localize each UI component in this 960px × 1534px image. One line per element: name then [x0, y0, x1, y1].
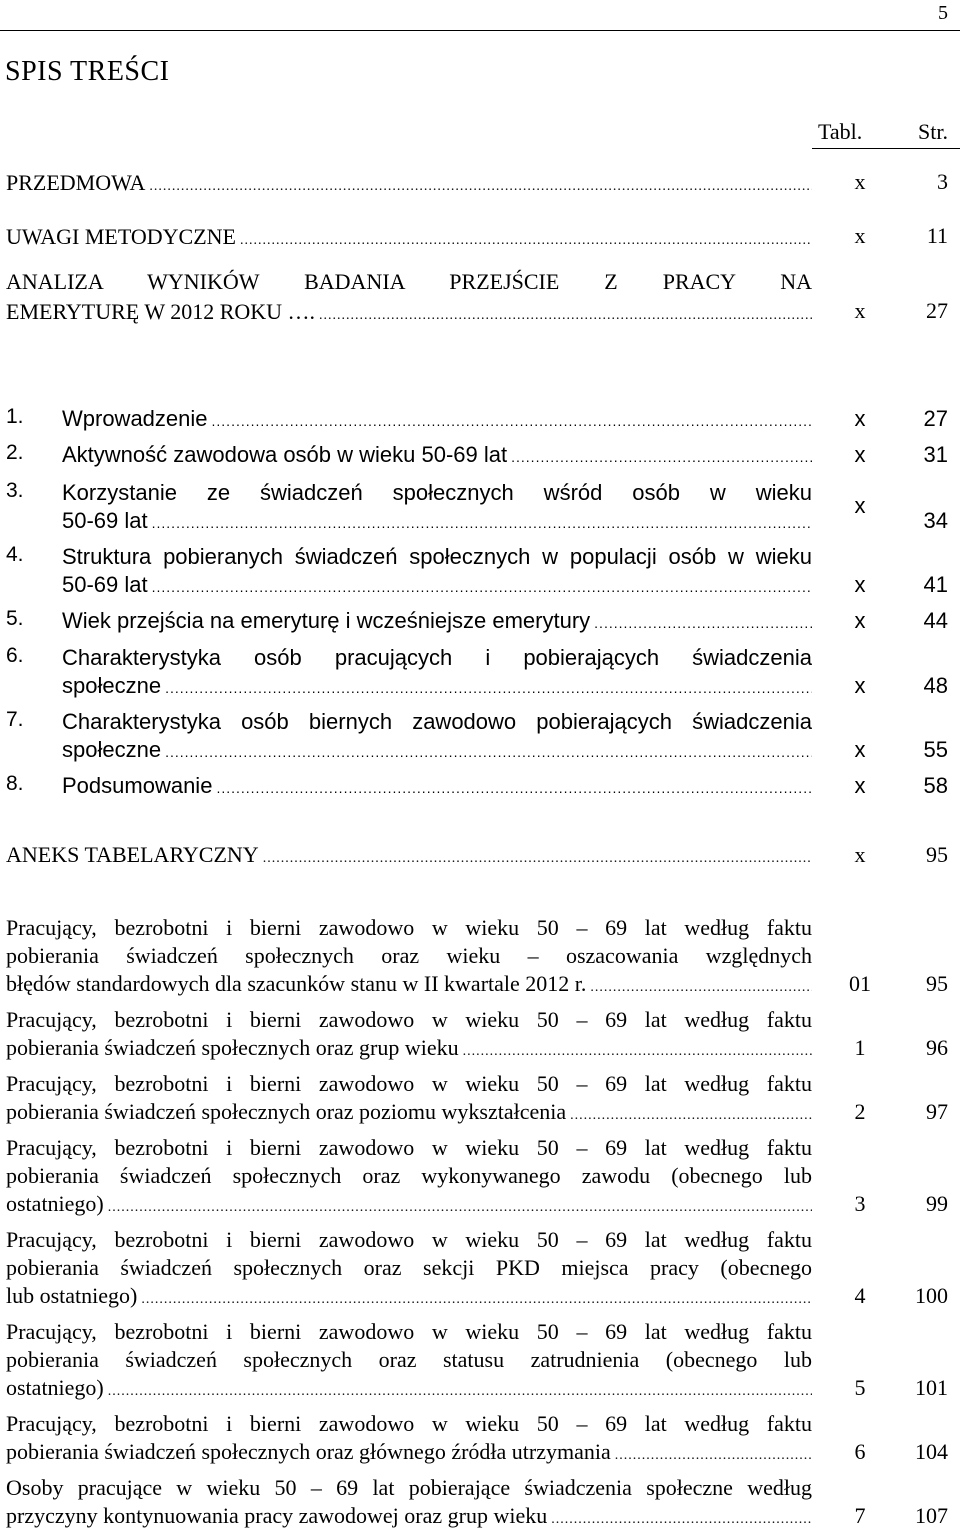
page-value: 104 — [915, 1439, 948, 1464]
tabl-value: x — [854, 842, 866, 867]
tabl-value: x — [854, 608, 866, 633]
tabl-value: x — [854, 223, 866, 248]
entry-text: Podsumowanie — [62, 773, 213, 798]
entry-line — [6, 1438, 812, 1466]
page-value: 101 — [915, 1375, 948, 1400]
toc-front-entry — [6, 168, 812, 198]
chapter-number: 6. — [6, 644, 24, 667]
chapter-number: 5. — [6, 607, 24, 630]
dot-leader — [108, 1194, 812, 1222]
toc-chapter-entry — [62, 607, 812, 635]
tabl-value: 6 — [854, 1439, 866, 1464]
header-rule — [0, 30, 960, 31]
column-header-tabl: Tabl. — [818, 119, 863, 144]
entry-text: lub ostatniego) — [6, 1283, 138, 1308]
entry-text: przyczyny kontynuowania pracy zawodowej oraz grup wieku — [6, 1503, 548, 1528]
dot-leader — [240, 226, 812, 256]
dot-leader — [594, 609, 812, 637]
entry-text: Wprowadzenie — [62, 406, 208, 431]
page-value: 31 — [923, 442, 948, 467]
toc-annex-entry — [6, 1318, 812, 1402]
dot-leader — [511, 443, 812, 471]
entry-line — [6, 1282, 812, 1310]
tabl-value: x — [854, 406, 866, 431]
entry-line — [62, 607, 812, 635]
entry-line — [6, 222, 812, 252]
entry-line: pobierania świadczeń społecznych oraz wykonywanego zawodu (obecnego lub — [6, 1163, 812, 1188]
entry-line — [62, 571, 812, 599]
entry-line: Pracujący, bezrobotni i bierni zawodowo w wieku 50 – 69 lat według faktu — [6, 1071, 812, 1096]
entry-line: Pracujący, bezrobotni i bierni zawodowo w wieku 50 – 69 lat według faktu — [6, 1135, 812, 1160]
dot-leader — [108, 1378, 812, 1406]
tabl-value: 01 — [849, 971, 871, 996]
entry-line — [6, 970, 812, 998]
entry-line: Pracujący, bezrobotni i bierni zawodowo w wieku 50 – 69 lat według faktu — [6, 1319, 812, 1344]
entry-text: PRZEDMOWA — [6, 170, 146, 195]
dot-leader — [165, 738, 812, 766]
entry-text: Wiek przejścia na emeryturę i wcześniejsze emerytury — [62, 608, 591, 633]
entry-text: UWAGI METODYCZNE — [6, 224, 236, 249]
entry-line — [6, 1190, 812, 1218]
page-value: 95 — [926, 971, 948, 996]
page-number: 5 — [938, 2, 948, 24]
entry-line: Pracujący, bezrobotni i bierni zawodowo w wieku 50 – 69 lat według faktu — [6, 915, 812, 940]
dot-leader — [590, 974, 812, 1002]
toc-annex-heading — [6, 841, 812, 869]
toc-annex-entry — [6, 1134, 812, 1218]
tabl-value: x — [854, 442, 866, 467]
tabl-value: 7 — [854, 1503, 866, 1528]
tabl-value: 5 — [854, 1375, 866, 1400]
page-value: 44 — [923, 608, 948, 633]
dot-leader — [165, 674, 812, 702]
dot-leader — [551, 1506, 812, 1534]
page-value: 100 — [915, 1283, 948, 1308]
tabl-value: 2 — [854, 1099, 866, 1124]
page-value: 11 — [926, 223, 948, 248]
entry-text: EMERYTURĘ W 2012 ROKU …. — [6, 299, 316, 324]
toc-chapter-entry — [62, 644, 812, 700]
dot-leader — [216, 774, 812, 802]
tabl-value: x — [854, 169, 866, 194]
entry-line — [6, 168, 812, 198]
toc-chapter-entry — [62, 772, 812, 800]
column-header-rule — [812, 148, 960, 149]
tabl-value: x — [854, 493, 866, 518]
page-value: 41 — [923, 572, 948, 597]
page-value: 27 — [926, 298, 948, 323]
chapter-number: 8. — [6, 772, 24, 795]
toc-chapter-entry — [62, 479, 812, 535]
entry-text: ANEKS TABELARYCZNY — [6, 842, 259, 867]
entry-line — [6, 1098, 812, 1126]
entry-line: ANALIZA WYNIKÓW BADANIA PRZEJŚCIE Z PRACY NA — [6, 269, 812, 294]
entry-line — [6, 1034, 812, 1062]
entry-line: Korzystanie ze świadczeń społecznych wśród osób w wieku — [62, 480, 812, 505]
dot-leader — [263, 845, 812, 873]
tabl-value: 3 — [854, 1191, 866, 1216]
entry-line — [6, 841, 812, 869]
page-value: 48 — [923, 673, 948, 698]
entry-line: pobierania świadczeń społecznych oraz statusu zatrudnienia (obecnego lub — [6, 1347, 812, 1372]
toc-annex-entry — [6, 1070, 812, 1126]
dot-leader — [615, 1442, 812, 1470]
dot-leader — [141, 1286, 812, 1314]
page-value: 55 — [923, 737, 948, 762]
entry-text: pobierania świadczeń społecznych oraz głównego źródła utrzymania — [6, 1439, 611, 1464]
page-value: 27 — [923, 406, 948, 431]
entry-line: Struktura pobieranych świadczeń społecznych w populacji osób w wieku — [62, 544, 812, 569]
entry-line — [62, 772, 812, 800]
entry-line: Pracujący, bezrobotni i bierni zawodowo w wieku 50 – 69 lat według faktu — [6, 1227, 812, 1252]
toc-chapter-entry — [62, 405, 812, 433]
dot-leader — [212, 407, 812, 435]
entry-line: Osoby pracujące w wieku 50 – 69 lat pobierające świadczenia społeczne według — [6, 1475, 812, 1500]
entry-text: społeczne — [62, 673, 162, 698]
chapter-number: 3. — [6, 479, 24, 502]
entry-line — [6, 1502, 812, 1530]
toc-front-entry — [6, 222, 812, 252]
toc-chapter-entry — [62, 708, 812, 764]
toc-annex-entry — [6, 1006, 812, 1062]
entry-text: ostatniego) — [6, 1191, 104, 1216]
tabl-value: x — [854, 737, 866, 762]
column-header-str: Str. — [918, 119, 948, 144]
entry-line — [62, 736, 812, 764]
entry-text: ostatniego) — [6, 1375, 104, 1400]
page-title: SPIS TREŚCI — [5, 56, 170, 87]
entry-line — [62, 405, 812, 433]
tabl-value: x — [854, 572, 866, 597]
page-value: 99 — [926, 1191, 948, 1216]
page-value: 34 — [923, 508, 948, 533]
toc-annex-entry — [6, 1226, 812, 1310]
page-value: 58 — [923, 773, 948, 798]
toc-annex-entry — [6, 1474, 812, 1530]
entry-line: pobierania świadczeń społecznych oraz sekcji PKD miejsca pracy (obecnego — [6, 1255, 812, 1280]
toc-front-entry — [6, 267, 812, 327]
tabl-value: 4 — [854, 1283, 866, 1308]
page-value: 97 — [926, 1099, 948, 1124]
entry-line: Charakterystyka osób pracujących i pobierających świadczenia — [62, 645, 812, 670]
entry-line — [6, 1374, 812, 1402]
entry-line: Pracujący, bezrobotni i bierni zawodowo w wieku 50 – 69 lat według faktu — [6, 1411, 812, 1436]
entry-text: Aktywność zawodowa osób w wieku 50-69 lat — [62, 442, 508, 467]
entry-line — [62, 672, 812, 700]
dot-leader — [319, 301, 812, 331]
toc-annex-entry — [6, 1410, 812, 1466]
tabl-value: x — [854, 773, 866, 798]
chapter-number: 2. — [6, 441, 24, 464]
page-value: 3 — [937, 169, 948, 194]
dot-leader — [152, 509, 812, 537]
chapter-number: 4. — [6, 543, 24, 566]
entry-text: 50-69 lat — [62, 572, 148, 597]
entry-line — [62, 441, 812, 469]
page-value: 96 — [926, 1035, 948, 1060]
entry-text: pobierania świadczeń społecznych oraz grup wieku — [6, 1035, 459, 1060]
dot-leader — [463, 1038, 812, 1066]
tabl-value: x — [854, 673, 866, 698]
entry-text: społeczne — [62, 737, 162, 762]
entry-line: pobierania świadczeń społecznych oraz wieku – oszacowania względnych — [6, 943, 812, 968]
toc-chapter-entry — [62, 441, 812, 469]
dot-leader — [149, 172, 812, 202]
toc-annex-entry — [6, 914, 812, 998]
dot-leader — [152, 573, 812, 601]
entry-line — [6, 297, 812, 327]
tabl-value: 1 — [854, 1035, 866, 1060]
entry-line — [62, 507, 812, 535]
entry-text: 50-69 lat — [62, 508, 148, 533]
entry-text: pobierania świadczeń społecznych oraz poziomu wykształcenia — [6, 1099, 567, 1124]
toc-chapter-entry — [62, 543, 812, 599]
page-value: 107 — [915, 1503, 948, 1528]
dot-leader — [570, 1102, 812, 1130]
chapter-number: 7. — [6, 708, 24, 731]
tabl-value: x — [854, 298, 866, 323]
entry-line: Charakterystyka osób biernych zawodowo pobierających świadczenia — [62, 709, 812, 734]
page-value: 95 — [926, 842, 948, 867]
entry-text: błędów standardowych dla szacunków stanu w II kwartale 2012 r. — [6, 971, 587, 996]
chapter-number: 1. — [6, 405, 24, 428]
entry-line: Pracujący, bezrobotni i bierni zawodowo w wieku 50 – 69 lat według faktu — [6, 1007, 812, 1032]
